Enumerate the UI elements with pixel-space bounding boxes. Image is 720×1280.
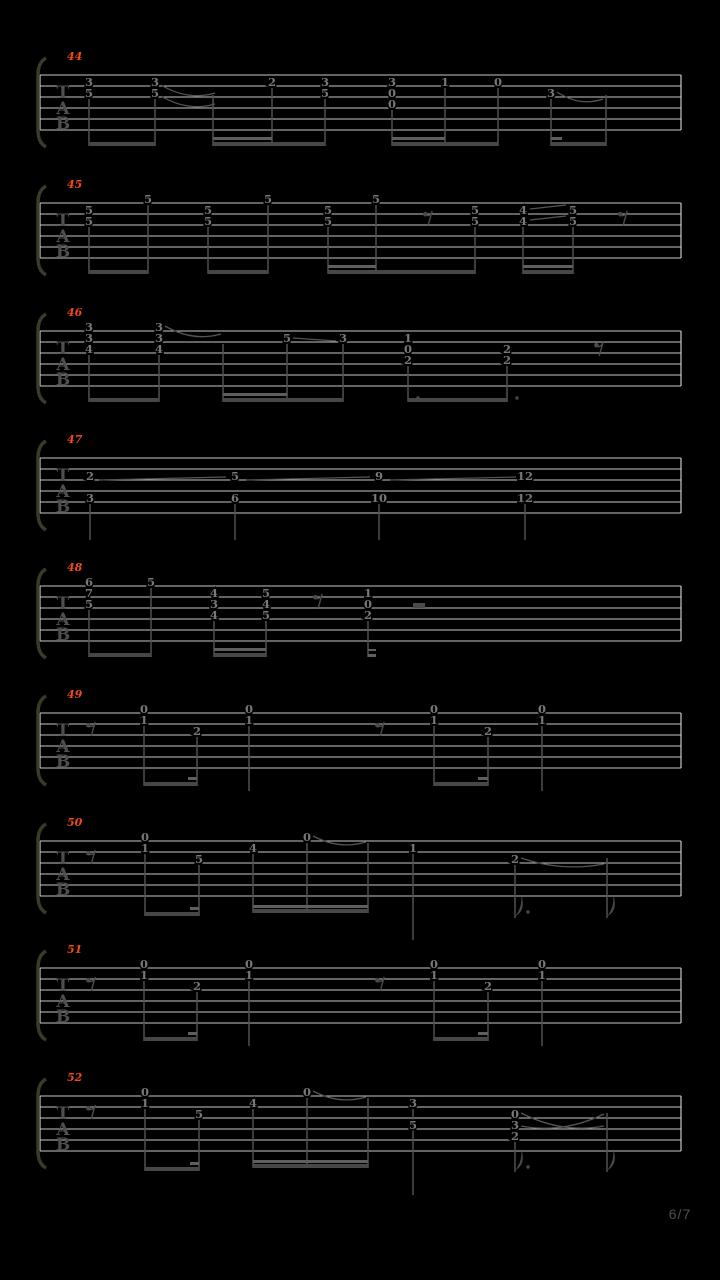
beam xyxy=(523,265,573,268)
measure-number: 52 xyxy=(67,1071,83,1084)
eighth-flag xyxy=(607,1148,615,1172)
fret-number: 5 xyxy=(371,192,381,206)
fret-number: 5 xyxy=(470,214,480,228)
beam xyxy=(551,137,562,140)
beam xyxy=(253,909,368,913)
fret-number: 0 xyxy=(387,97,397,111)
fret-number: 1 xyxy=(139,968,149,982)
measure-number: 45 xyxy=(67,178,83,191)
fret-number: 5 xyxy=(203,214,213,228)
fret-number: 10 xyxy=(370,491,388,505)
beam xyxy=(328,270,475,274)
fret-number: 0 xyxy=(493,75,503,89)
fret-number: 4 xyxy=(209,586,219,600)
tab-clef-letter: B xyxy=(55,497,71,517)
slide-line xyxy=(293,338,336,341)
fret-number: 3 xyxy=(510,1118,520,1132)
fret-number: 4 xyxy=(518,214,528,228)
beam xyxy=(89,653,151,657)
fret-number: 1 xyxy=(429,968,439,982)
tie-curve xyxy=(521,1113,604,1128)
fret-number: 5 xyxy=(150,86,160,100)
augmentation-dot xyxy=(526,1165,529,1168)
fret-number: 1 xyxy=(244,968,254,982)
system-bracket xyxy=(38,186,46,275)
fret-number: 3 xyxy=(320,75,330,89)
beam xyxy=(213,142,325,146)
measure-number: 46 xyxy=(67,306,83,319)
tab-clef-letter: T xyxy=(56,976,70,996)
fret-number: 5 xyxy=(84,203,94,217)
fret-number: 0 xyxy=(403,342,413,356)
beam xyxy=(188,1032,197,1035)
system-bracket xyxy=(38,569,46,658)
fret-number: 5 xyxy=(230,469,240,483)
eighth-flag xyxy=(607,894,615,918)
fret-number: 4 xyxy=(248,1096,258,1110)
fret-number: 3 xyxy=(154,320,164,334)
beam xyxy=(89,142,155,146)
fret-number: 0 xyxy=(244,957,254,971)
tab-clef-letter: A xyxy=(56,1120,70,1140)
fret-number: 0 xyxy=(139,702,149,716)
half-rest xyxy=(413,603,425,608)
beam xyxy=(214,653,266,657)
fret-number: 1 xyxy=(140,841,150,855)
fret-number: 0 xyxy=(244,702,254,716)
fret-number: 3 xyxy=(154,331,164,345)
fret-number: 2 xyxy=(85,469,95,483)
fret-number: 1 xyxy=(244,713,254,727)
fret-number: 1 xyxy=(440,75,450,89)
beam xyxy=(190,907,199,910)
tab-clef-letter: A xyxy=(56,610,70,630)
beam xyxy=(523,270,573,274)
beam xyxy=(392,142,498,146)
fret-number: 0 xyxy=(387,86,397,100)
beam xyxy=(434,782,488,786)
tie-curve xyxy=(313,1091,366,1100)
tab-clef-letter: B xyxy=(55,625,71,645)
fret-number: 0 xyxy=(140,830,150,844)
fret-number: 2 xyxy=(403,353,413,367)
tab-clef-letter: A xyxy=(56,227,70,247)
beam xyxy=(214,648,266,651)
fret-number: 5 xyxy=(261,586,271,600)
beam xyxy=(368,649,376,651)
tie-curve xyxy=(313,836,366,845)
fret-number: 1 xyxy=(537,968,547,982)
fret-number: 4 xyxy=(209,608,219,622)
beam xyxy=(253,905,368,908)
tab-clef-letter: A xyxy=(56,482,70,502)
fret-number: 2 xyxy=(192,724,202,738)
tab-clef-letter: T xyxy=(56,339,70,359)
fret-number: 7 xyxy=(84,586,94,600)
fret-number: 2 xyxy=(363,608,373,622)
fret-number: 2 xyxy=(502,342,512,356)
beam xyxy=(434,1037,488,1041)
measure-number: 47 xyxy=(67,433,83,446)
beam xyxy=(408,398,507,402)
slide-line xyxy=(530,205,566,209)
beam xyxy=(223,398,343,402)
fret-number: 0 xyxy=(302,830,312,844)
tab-clef-letter: T xyxy=(56,83,70,103)
fret-number: 2 xyxy=(267,75,277,89)
fret-number: 2 xyxy=(510,1129,520,1143)
beam xyxy=(144,1037,197,1041)
fret-number: 4 xyxy=(518,203,528,217)
fret-number: 2 xyxy=(192,979,202,993)
tab-clef-letter: T xyxy=(56,849,70,869)
fret-number: 4 xyxy=(154,342,164,356)
tab-clef-letter: B xyxy=(55,752,71,772)
fret-number: 0 xyxy=(139,957,149,971)
tab-clef-letter: B xyxy=(55,880,71,900)
beam xyxy=(392,137,445,140)
beam xyxy=(208,270,268,274)
beam xyxy=(551,142,606,146)
fret-number: 0 xyxy=(302,1085,312,1099)
fret-number: 5 xyxy=(143,192,153,206)
beam xyxy=(145,912,199,916)
tab-clef-letter: B xyxy=(55,1135,71,1155)
fret-number: 5 xyxy=(323,214,333,228)
measure-number: 44 xyxy=(67,50,83,63)
page-indicator: 6/7 xyxy=(668,1206,692,1222)
tab-clef-letter: B xyxy=(55,370,71,390)
fret-number: 3 xyxy=(150,75,160,89)
fret-number: 2 xyxy=(510,852,520,866)
augmentation-dot xyxy=(416,396,419,399)
slide-line xyxy=(530,216,566,220)
fret-number: 5 xyxy=(282,331,292,345)
tab-clef-letter: T xyxy=(56,1104,70,1124)
beam xyxy=(368,654,376,657)
tab-clef-letter: A xyxy=(56,355,70,375)
system-bracket xyxy=(38,58,46,147)
tie-curve xyxy=(521,858,604,867)
system-bracket xyxy=(38,314,46,403)
fret-number: 1 xyxy=(139,713,149,727)
fret-number: 5 xyxy=(470,203,480,217)
beam xyxy=(89,398,159,402)
fret-number: 12 xyxy=(516,491,534,505)
fret-number: 3 xyxy=(85,491,95,505)
measure-number: 48 xyxy=(67,561,83,574)
fret-number: 4 xyxy=(248,841,258,855)
fret-number: 1 xyxy=(403,331,413,345)
fret-number: 5 xyxy=(568,214,578,228)
beam xyxy=(144,782,197,786)
beam xyxy=(190,1162,199,1165)
beam xyxy=(253,1160,368,1163)
beam xyxy=(213,137,272,140)
fret-number: 0 xyxy=(510,1107,520,1121)
fret-number: 5 xyxy=(408,1118,418,1132)
beam xyxy=(253,1164,368,1168)
measure-number: 51 xyxy=(67,943,83,956)
tie-curve xyxy=(161,85,215,96)
fret-number: 3 xyxy=(84,320,94,334)
system-bracket xyxy=(38,441,46,530)
eighth-flag xyxy=(515,1148,523,1172)
fret-number: 3 xyxy=(546,86,556,100)
fret-number: 0 xyxy=(429,702,439,716)
system-bracket xyxy=(38,1079,46,1168)
fret-number: 1 xyxy=(140,1096,150,1110)
fret-number: 2 xyxy=(483,724,493,738)
fret-number: 0 xyxy=(537,702,547,716)
tab-clef-letter: A xyxy=(56,99,70,119)
tab-clef-letter: T xyxy=(56,466,70,486)
fret-number: 5 xyxy=(323,203,333,217)
fret-number: 3 xyxy=(209,597,219,611)
tab-clef-letter: B xyxy=(55,242,71,262)
tab-clef-letter: B xyxy=(55,114,71,134)
augmentation-dot xyxy=(515,396,518,399)
fret-number: 5 xyxy=(568,203,578,217)
system-bracket xyxy=(38,824,46,913)
fret-number: 1 xyxy=(429,713,439,727)
fret-number: 5 xyxy=(261,608,271,622)
fret-number: 2 xyxy=(483,979,493,993)
fret-number: 3 xyxy=(338,331,348,345)
fret-number: 0 xyxy=(140,1085,150,1099)
fret-number: 5 xyxy=(84,86,94,100)
beam xyxy=(223,393,287,396)
fret-number: 1 xyxy=(537,713,547,727)
fret-number: 3 xyxy=(387,75,397,89)
beam xyxy=(188,777,197,780)
fret-number: 3 xyxy=(84,331,94,345)
fret-number: 9 xyxy=(374,469,384,483)
fret-number: 3 xyxy=(84,75,94,89)
fret-number: 5 xyxy=(84,597,94,611)
beam xyxy=(478,777,488,780)
fret-number: 5 xyxy=(203,203,213,217)
beam xyxy=(478,1032,488,1035)
fret-number: 0 xyxy=(537,957,547,971)
fret-number: 12 xyxy=(516,469,534,483)
tab-clef-letter: A xyxy=(56,865,70,885)
beam xyxy=(328,265,376,268)
measure-number: 49 xyxy=(67,688,83,701)
tab-clef-letter: B xyxy=(55,1007,71,1027)
fret-number: 5 xyxy=(146,575,156,589)
fret-number: 5 xyxy=(194,1107,204,1121)
beam xyxy=(89,270,148,274)
fret-number: 1 xyxy=(408,841,418,855)
tab-clef-letter: T xyxy=(56,594,70,614)
tie-curve xyxy=(161,96,215,107)
fret-number: 2 xyxy=(502,353,512,367)
system-bracket xyxy=(38,696,46,785)
fret-number: 3 xyxy=(408,1096,418,1110)
measure-number: 50 xyxy=(67,816,83,829)
tab-clef-letter: T xyxy=(56,211,70,231)
fret-number: 5 xyxy=(84,214,94,228)
fret-number: 4 xyxy=(261,597,271,611)
fret-number: 6 xyxy=(84,575,94,589)
fret-number: 5 xyxy=(194,852,204,866)
augmentation-dot xyxy=(526,910,529,913)
fret-number: 0 xyxy=(429,957,439,971)
fret-number: 0 xyxy=(363,597,373,611)
system-bracket xyxy=(38,951,46,1040)
eighth-flag xyxy=(515,894,523,918)
fret-number: 1 xyxy=(363,586,373,600)
fret-number: 6 xyxy=(230,491,240,505)
tab-clef-letter: A xyxy=(56,992,70,1012)
beam xyxy=(145,1167,199,1171)
fret-number: 5 xyxy=(263,192,273,206)
tab-clef-letter: T xyxy=(56,721,70,741)
fret-number: 4 xyxy=(84,342,94,356)
fret-number: 5 xyxy=(320,86,330,100)
tab-clef-letter: A xyxy=(56,737,70,757)
